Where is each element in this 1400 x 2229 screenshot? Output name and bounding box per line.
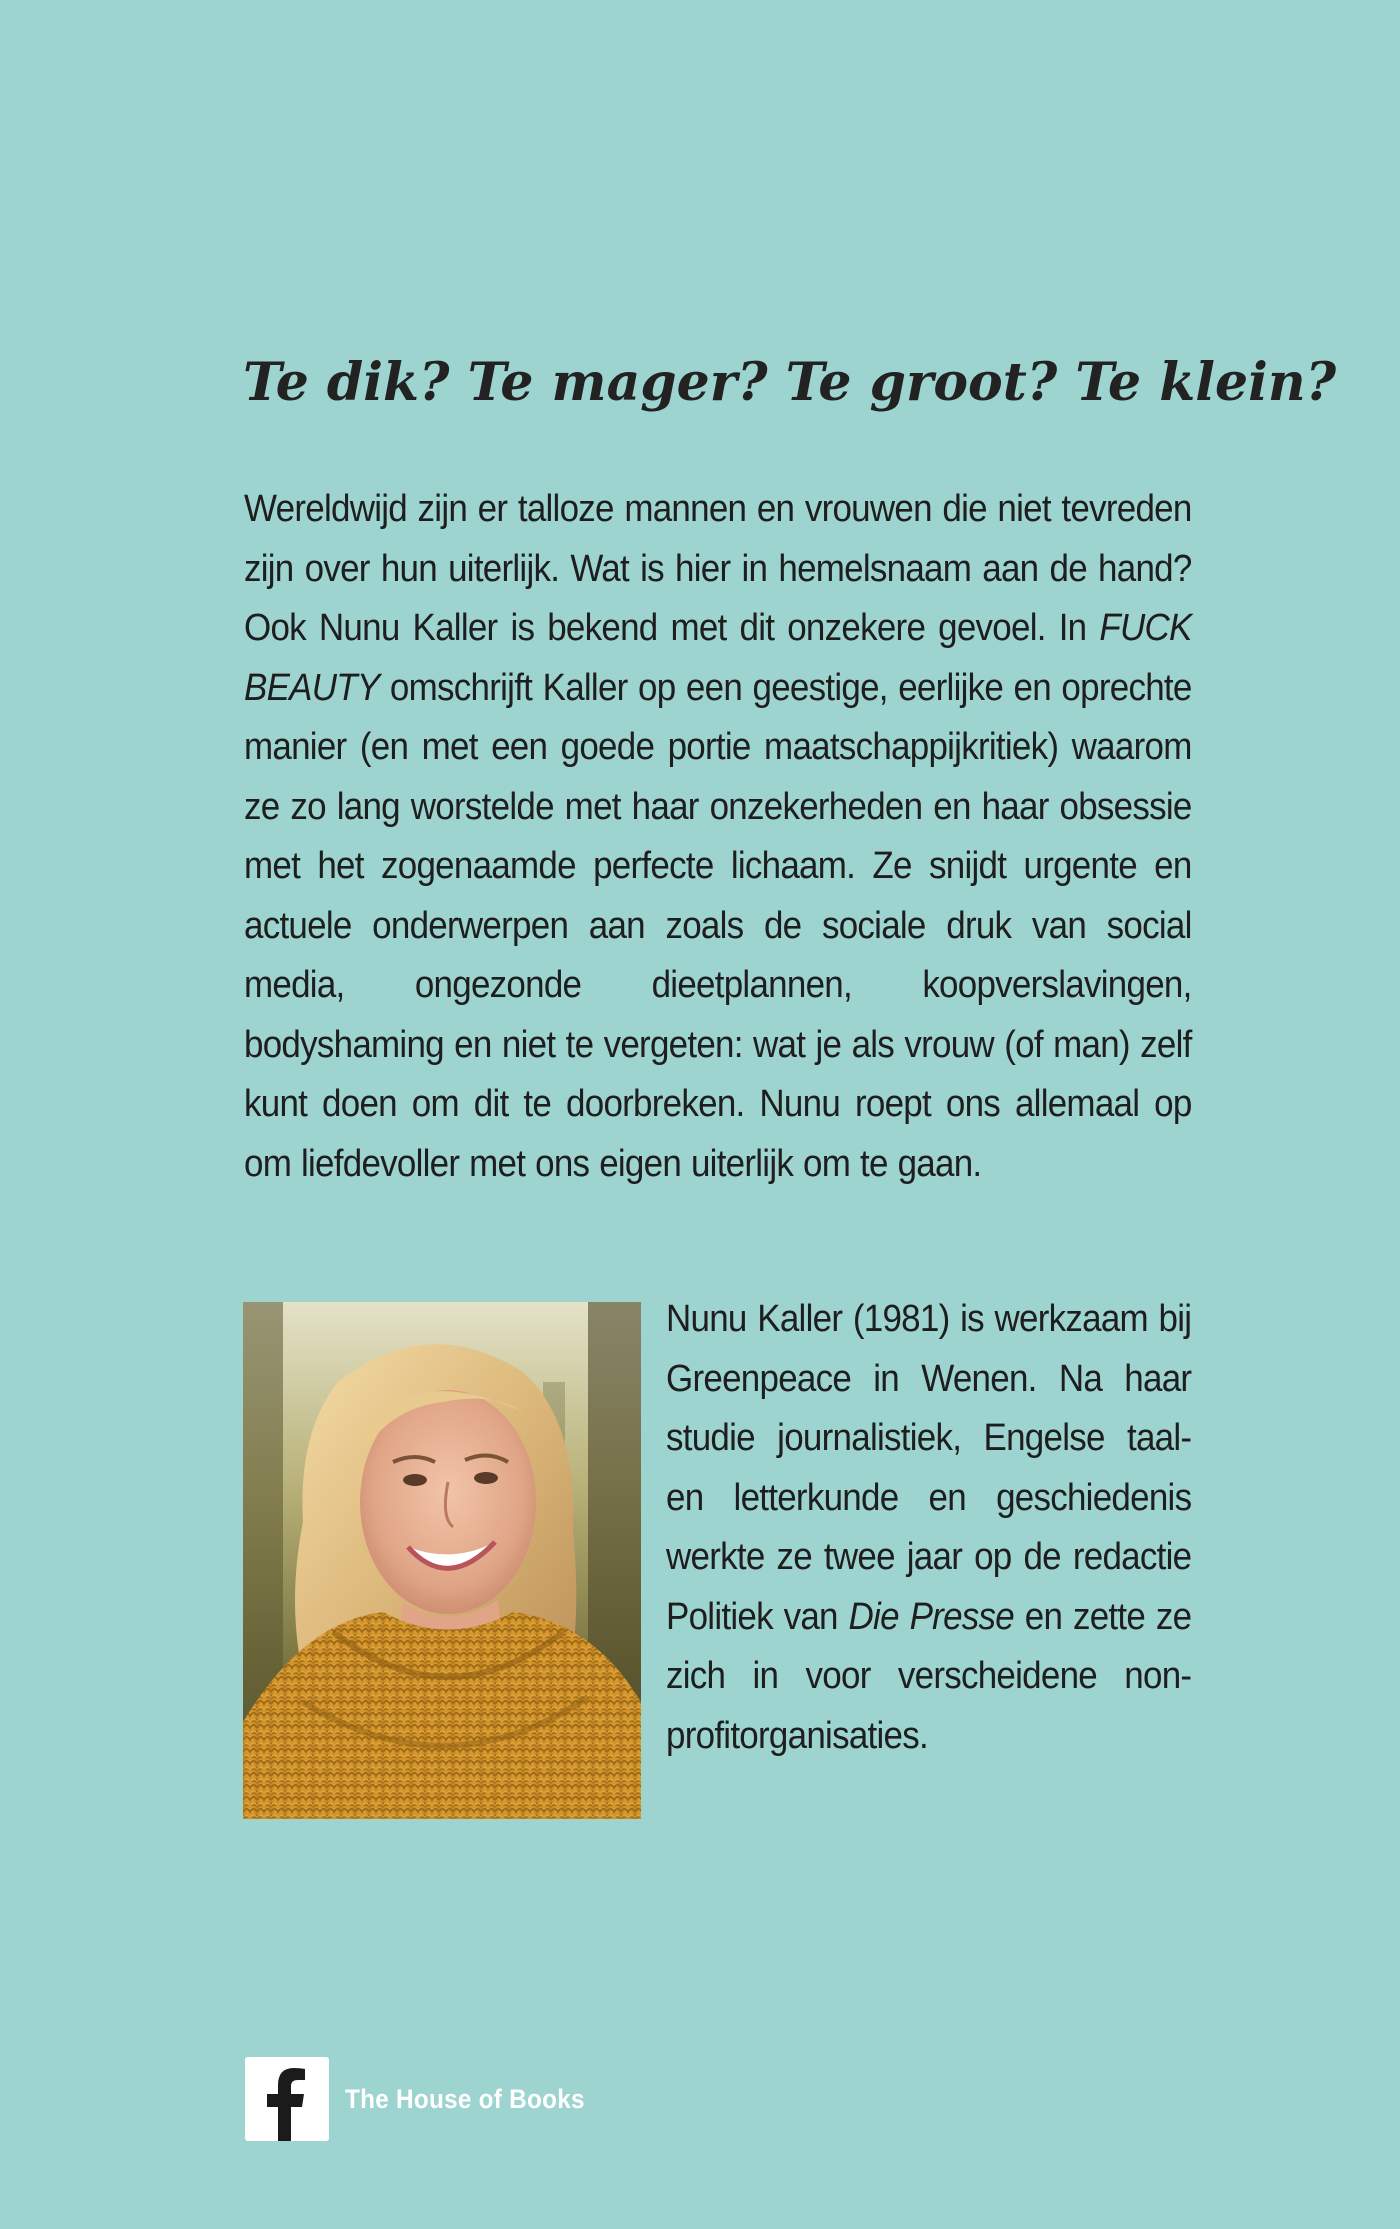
book-blurb: [244, 480, 1192, 1194]
blurb-text-rest: omschrijft Kaller op een geestige, eerlijke en oprechte manier (en met een goede portie maatschappijkritiek) waarom ze zo lang worstelde met haar onzekerheden en haar obsessie met het zogenaamde perfecte lichaam. Ze snijdt urgente en actuele onderwerpen aan zoals de sociale druk van social media, ongezonde dieetplannen, koopverslavingen, bodyshaming en niet te vergeten: wat je als vrouw (of man) zelf kunt doen om dit te doorbreken. Nunu roept ons allemaal op om liefdevoller met ons eigen uiterlijk om te gaan.: [244, 666, 1192, 1185]
bio-text-intro: Nunu Kaller (1981) is werkzaam bij Greenpeace in Wenen. Na haar studie journalistiek, Engelse taal- en letterkunde en geschiedenis werkte ze twee jaar op de redactie Politiek van: [666, 1298, 1192, 1638]
author-bio: [666, 1290, 1191, 1766]
cover-headline: Te dik? Te mager? Te groot? Te klein?: [243, 352, 1337, 413]
bio-newspaper-title: Die Presse: [848, 1595, 1014, 1638]
blurb-text-intro: Wereldwijd zijn er talloze mannen en vrouwen die niet tevreden zijn over hun uiterlijk. Wat is hier in hemelsnaam aan de hand? Ook Nunu Kaller is bekend met dit onzekere gevoel. In: [244, 488, 1192, 649]
facebook-icon[interactable]: [245, 2057, 329, 2141]
author-photo: [243, 1302, 641, 1819]
publisher-name[interactable]: The House of Books: [345, 2083, 585, 2114]
social-link[interactable]: [245, 2057, 611, 2141]
bio-text-rest: en zette ze zich in voor verscheidene non-profitorganisaties.: [666, 1595, 1192, 1757]
blurb-book-title: FUCK BEAUTY: [244, 607, 1192, 709]
